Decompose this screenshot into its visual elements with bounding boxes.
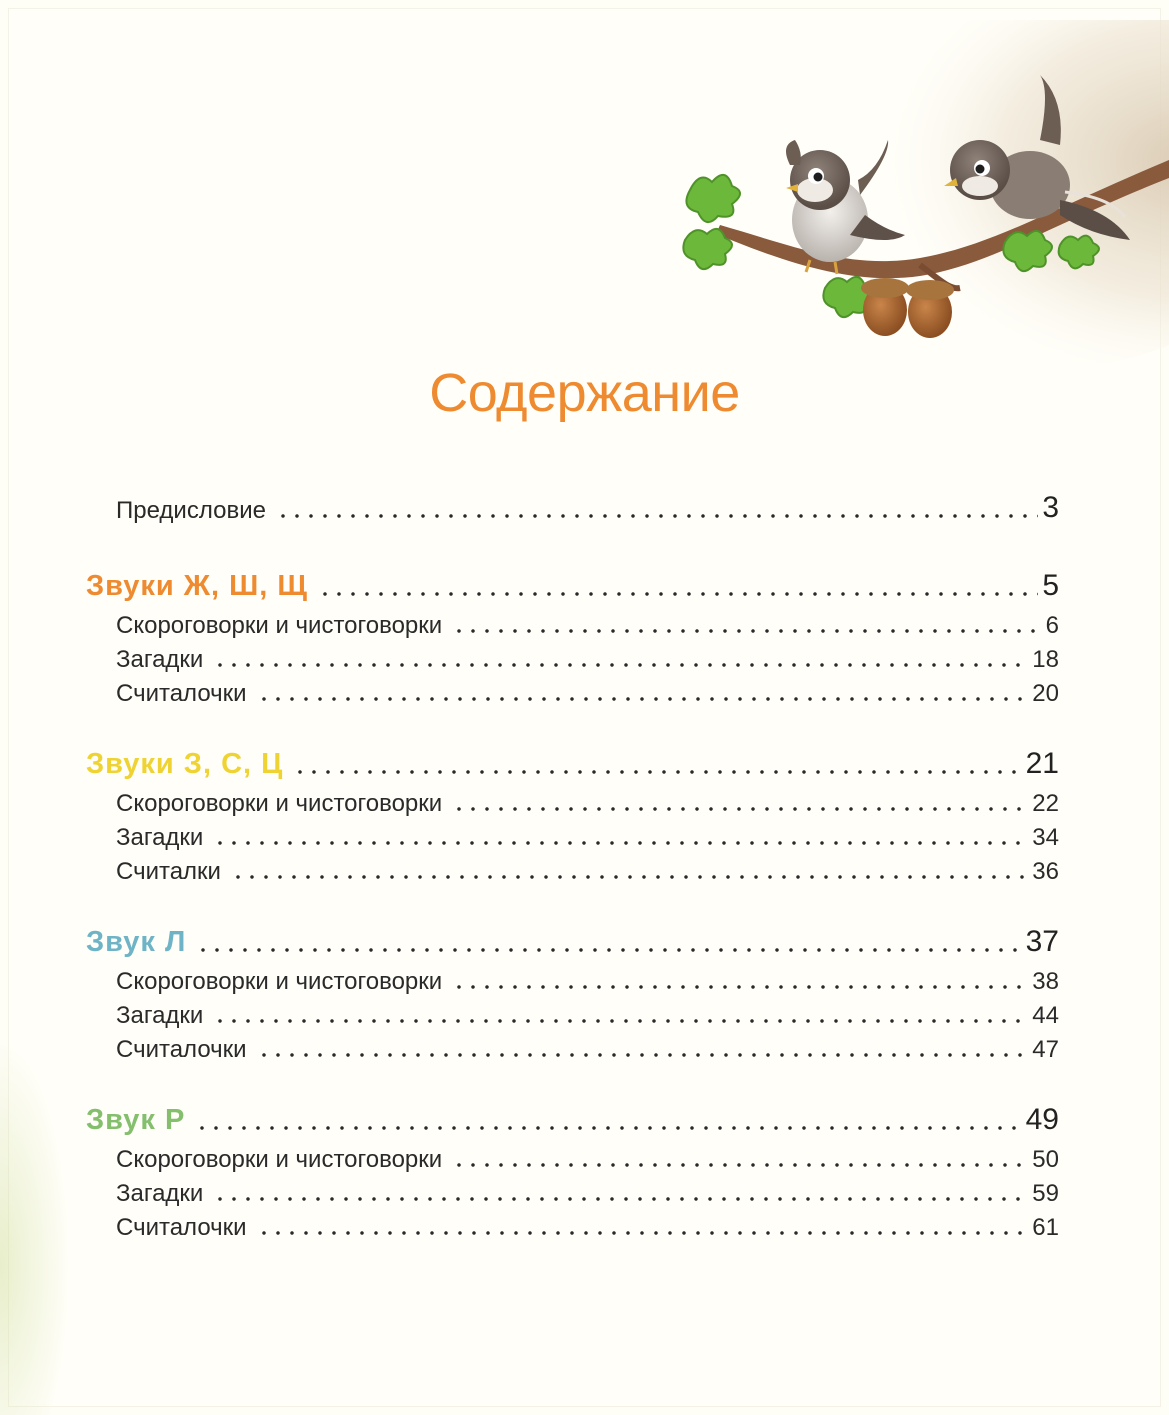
toc-page-number: 37	[1025, 925, 1059, 958]
toc-entry-label: Загадки	[116, 824, 204, 851]
toc-entry-label: Считалочки	[116, 1036, 247, 1063]
dot-leader	[452, 807, 1028, 811]
toc-entry	[0, 1024, 1169, 1064]
toc-section-heading	[0, 1097, 1169, 1137]
sparrows-on-branch-illustration	[620, 20, 1169, 365]
toc-entry-label: Предисловие	[116, 497, 266, 524]
section-title: Звуки З, С, Ц	[86, 748, 284, 780]
toc-page-number: 5	[1042, 569, 1059, 602]
dot-leader	[452, 985, 1028, 989]
toc-page-number: 20	[1032, 680, 1059, 707]
dot-leader	[452, 1163, 1028, 1167]
toc-row-preface	[0, 485, 1169, 525]
toc-page-number: 61	[1032, 1214, 1059, 1241]
toc-page-number: 34	[1032, 824, 1059, 851]
toc-page-number: 18	[1032, 646, 1059, 673]
toc-entry	[0, 846, 1169, 886]
toc-page-number: 50	[1032, 1146, 1059, 1173]
toc-page-number: 49	[1025, 1103, 1059, 1136]
toc-page-number: 6	[1045, 612, 1059, 639]
toc-entry	[0, 1202, 1169, 1242]
toc-entry-label: Скороговорки и чистоговорки	[116, 1146, 443, 1173]
section-title: Звуки Ж, Ш, Щ	[86, 570, 308, 602]
toc-section-heading	[0, 919, 1169, 959]
dot-leader	[231, 875, 1028, 879]
section-title: Звук Р	[86, 1104, 186, 1136]
toc-page-number: 47	[1032, 1036, 1059, 1063]
dot-leader	[213, 841, 1028, 845]
toc-section-heading	[0, 741, 1169, 781]
dot-leader	[196, 948, 1021, 952]
toc-entry-label: Скороговорки и чистоговорки	[116, 612, 443, 639]
toc-entry-label: Загадки	[116, 1002, 204, 1029]
toc-page-number: 44	[1032, 1002, 1059, 1029]
toc-entry-label: Загадки	[116, 646, 204, 673]
toc-section-heading	[0, 563, 1169, 603]
dot-leader	[213, 663, 1028, 667]
page-title: Содержание	[429, 363, 740, 423]
toc-entry	[0, 668, 1169, 708]
toc-page-number: 22	[1032, 790, 1059, 817]
dot-leader	[257, 1053, 1029, 1057]
dot-leader	[257, 1231, 1029, 1235]
toc-page-number: 21	[1025, 747, 1059, 780]
toc-entry-label: Скороговорки и чистоговорки	[116, 790, 443, 817]
toc-page-number: 38	[1032, 968, 1059, 995]
toc-entry-label: Скороговорки и чистоговорки	[116, 968, 443, 995]
toc-entry-label: Считалки	[116, 858, 221, 885]
dot-leader	[293, 770, 1021, 774]
dot-leader	[318, 592, 1038, 596]
toc-entry-label: Загадки	[116, 1180, 204, 1207]
toc-page-number: 36	[1032, 858, 1059, 885]
toc-entry-label: Считалочки	[116, 1214, 247, 1241]
dot-leader	[213, 1197, 1028, 1201]
dot-leader	[257, 697, 1029, 701]
toc-page-number: 3	[1042, 491, 1059, 524]
toc-entry-label: Считалочки	[116, 680, 247, 707]
dot-leader	[276, 514, 1038, 518]
dot-leader	[195, 1126, 1021, 1130]
dot-leader	[452, 629, 1041, 633]
dot-leader	[213, 1019, 1028, 1023]
toc-page-number: 59	[1032, 1180, 1059, 1207]
section-title: Звук Л	[86, 926, 187, 958]
